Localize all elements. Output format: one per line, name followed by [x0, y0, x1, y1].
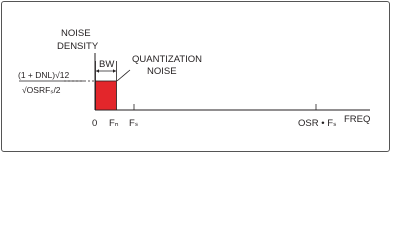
x-axis-label: FREQ: [344, 114, 371, 125]
bw-label: BW: [99, 59, 115, 70]
level-numerator: (1 + DNL)√12: [18, 70, 70, 80]
region-label-line1: QUANTIZATION: [132, 54, 203, 65]
quantization-noise-region: [96, 81, 117, 110]
tick-label-osr-fs: OSR • Fₛ: [298, 118, 337, 129]
tick-label-zero: 0: [92, 118, 98, 129]
tick-label-fn: Fₙ: [109, 118, 119, 129]
region-label-line2: NOISE: [147, 66, 177, 77]
tick-label-fs: Fₛ: [129, 118, 139, 129]
y-axis-label-line2: DENSITY: [57, 41, 99, 52]
region-leader-line: [117, 70, 130, 81]
y-axis-label-line1: NOISE: [61, 28, 91, 39]
level-denominator: √OSRFₛ/2: [22, 85, 61, 95]
